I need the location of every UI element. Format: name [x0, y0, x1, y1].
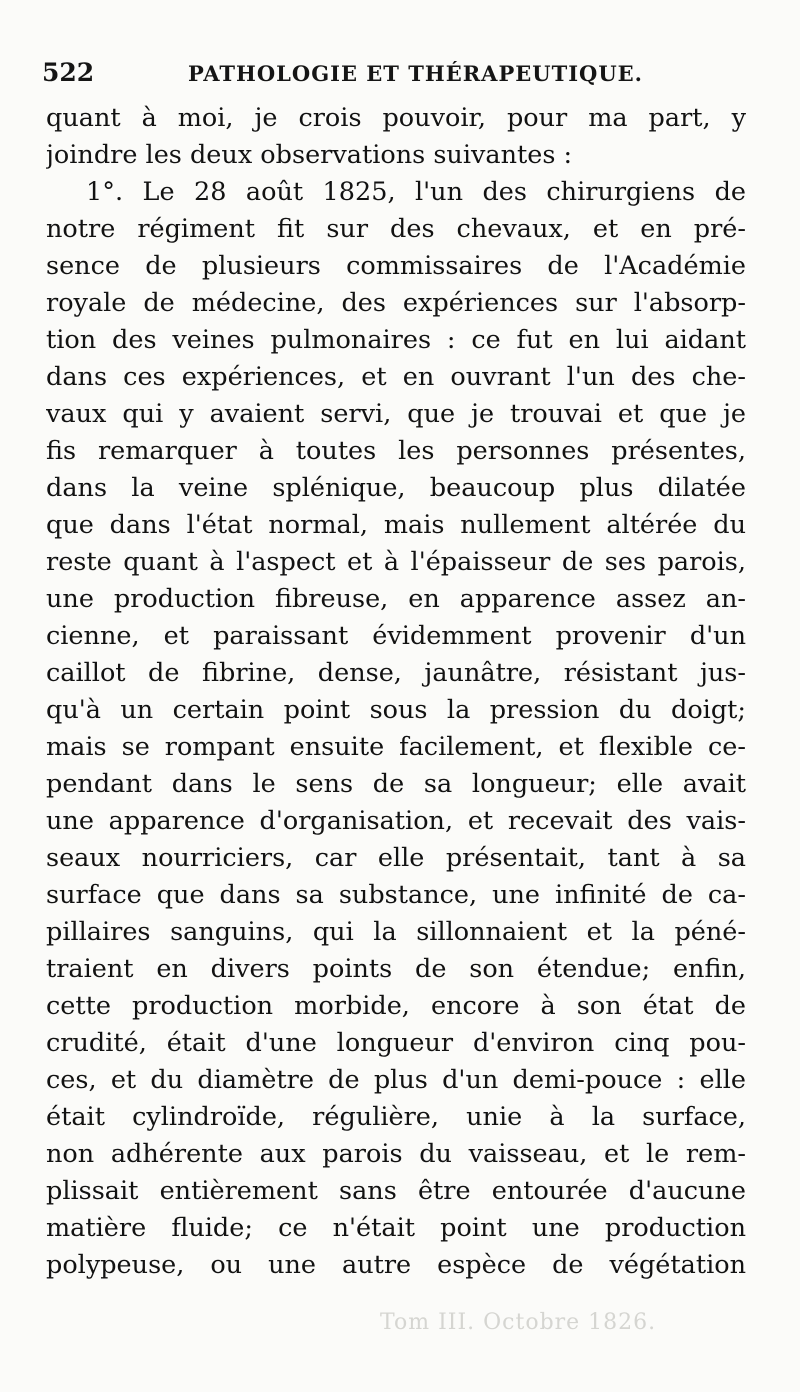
text-line: joindre les deux observations suivantes : — [46, 140, 573, 170]
text-line: reste quant à l'aspect et à l'épaisseur de ses parois, — [46, 547, 746, 577]
text-line: pillaires sanguins, qui la sillonnaient et la péné- — [46, 917, 746, 947]
text-line: seaux nourriciers, car elle présentait, tant à sa — [46, 843, 746, 873]
text-line: 1°. Le 28 août 1825, l'un des chirurgiens de — [86, 177, 746, 207]
text-line: dans ces expériences, et en ouvrant l'un des che- — [46, 362, 746, 392]
page-number: 522 — [42, 58, 95, 87]
text-line: royale de médecine, des expériences sur l'absorp- — [46, 288, 746, 318]
text-line: plissait entièrement sans être entourée d'aucune — [46, 1176, 746, 1206]
text-line: polypeuse, ou une autre espèce de végétation — [46, 1250, 746, 1280]
text-line: une apparence d'organisation, et recevait des vais- — [46, 806, 746, 836]
text-line: qu'à un certain point sous la pression du doigt; — [46, 695, 746, 725]
text-line: mais se rompant ensuite facilement, et flexible ce- — [46, 732, 746, 762]
running-title: PATHOLOGIE ET THÉRAPEUTIQUE. — [188, 61, 643, 86]
text-line: sence de plusieurs commissaires de l'Académie — [46, 251, 746, 281]
text-line: ces, et du diamètre de plus d'un demi-pouce : elle — [46, 1065, 746, 1095]
text-line: non adhérente aux parois du vaisseau, et le rem- — [46, 1139, 746, 1169]
text-line: cette production morbide, encore à son état de — [46, 991, 746, 1021]
text-line: quant à moi, je crois pouvoir, pour ma part, y — [46, 103, 746, 133]
text-line: crudité, était d'une longueur d'environ cinq pou- — [46, 1028, 746, 1058]
text-line: que dans l'état normal, mais nullement altérée du — [46, 510, 746, 540]
text-line: une production fibreuse, en apparence assez an- — [46, 584, 746, 614]
page-header — [42, 58, 762, 94]
text-line: traient en divers points de son étendue; enfin, — [46, 954, 746, 984]
text-line: matière fluide; ce n'était point une production — [46, 1213, 746, 1243]
text-line: caillot de fibrine, dense, jaunâtre, résistant jus- — [46, 658, 746, 688]
text-line: pendant dans le sens de sa longueur; elle avait — [46, 769, 746, 799]
body-text — [46, 100, 746, 1284]
text-line: vaux qui y avaient servi, que je trouvai et que je — [46, 399, 746, 429]
text-line: tion des veines pulmonaires : ce fut en lui aidant — [46, 325, 746, 355]
text-line: fis remarquer à toutes les personnes présentes, — [46, 436, 746, 466]
bleed-through-signature: Tom III. Octobre 1826. — [380, 1310, 657, 1335]
text-line: était cylindroïde, régulière, unie à la surface, — [46, 1102, 746, 1132]
text-line: dans la veine splénique, beaucoup plus dilatée — [46, 473, 746, 503]
text-line: notre régiment fit sur des chevaux, et en pré- — [46, 214, 746, 244]
text-line: surface que dans sa substance, une infinité de ca- — [46, 880, 746, 910]
text-line: cienne, et paraissant évidemment provenir d'un — [46, 621, 746, 651]
